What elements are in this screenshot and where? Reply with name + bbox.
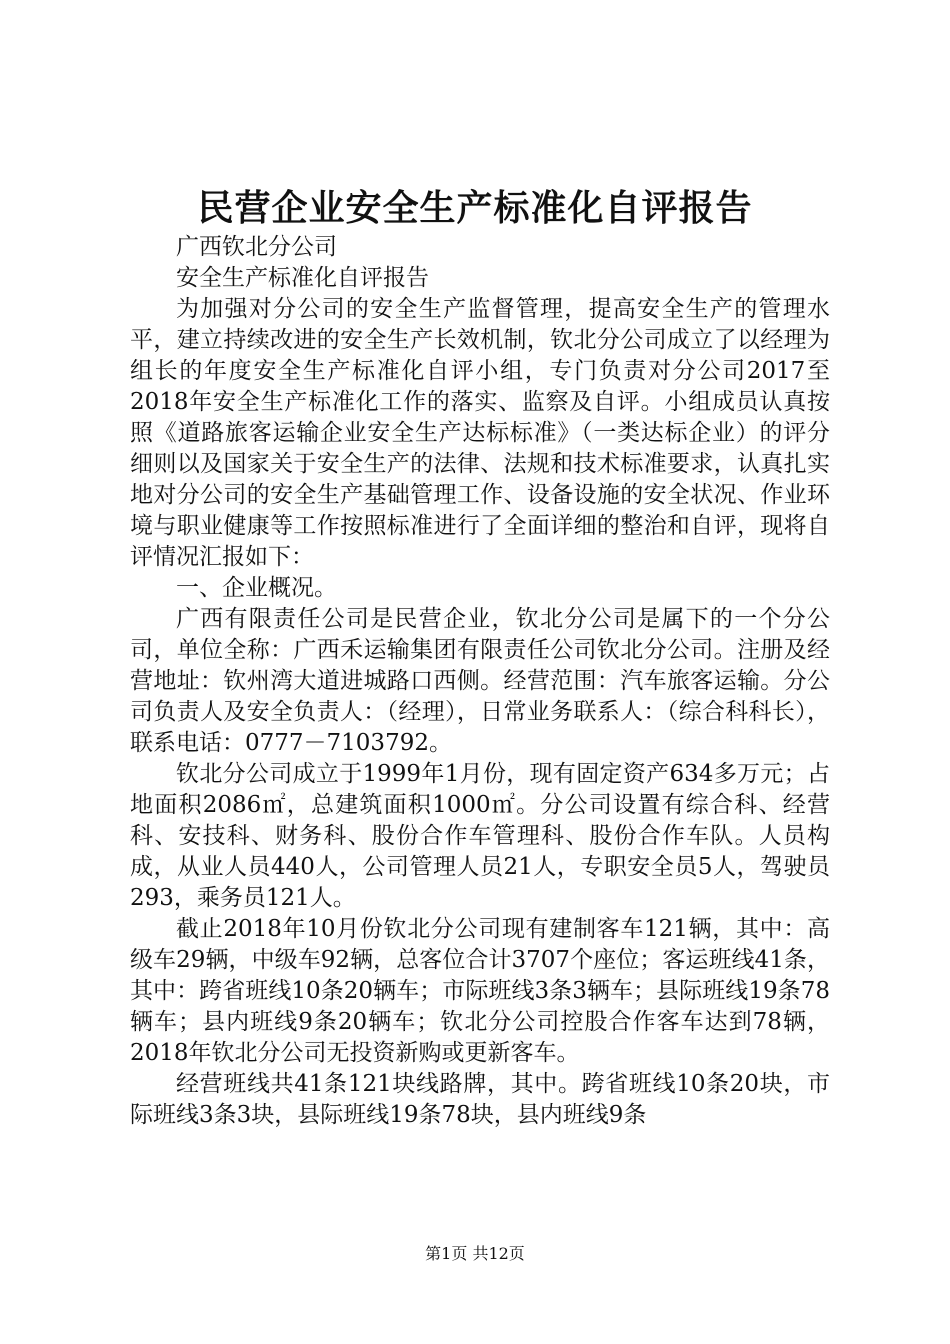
body-paragraph: 为加强对分公司的安全生产监督管理，提高安全生产的管理水平，建立持续改进的安全生产长效机制，钦北分公司成立了以经理为组长的年度安全生产标准化自评小组，专门负责对分公司2017至2018年安全生产标准化工作的落实、监察及自评。小组成员认真按照《道路旅客运输企业安全生产达标标准》（一类达标企业）的评分细则以及国家关于安全生产的法律、法规和技术标准要求，认真扎实地对分公司的安全生产基础管理工作、设备设施的安全状况、作业环境与职业健康等工作按照标准进行了全面详细的整治和自评，现将自评情况汇报如下： [130,296,830,570]
section-heading: 一、企业概况。 [176,575,337,601]
body-paragraph: 广西钦北分公司 [176,234,337,260]
body-paragraph: 钦北分公司成立于1999年1月份，现有固定资产634多万元；占地面积2086㎡，总建筑面积1000㎡。分公司设置有综合科、经营科、安技科、财务科、股份合作车管理科、股份合作车队。人员构成，从业人员440人，公司管理人员21人，专职安全员5人，驾驶员293，乘务员121人。 [130,761,830,911]
document-title: 民营企业安全生产标准化自评报告 [197,187,753,229]
page-number-footer: 第1页 共12页 [425,1244,525,1263]
body-paragraph: 经营班线共41条121块线路牌，其中。跨省班线10条20块，市际班线3条3块，县际班线19条78块，县内班线9条 [130,1071,830,1128]
body-paragraph: 广西有限责任公司是民营企业，钦北分公司是属下的一个分公司，单位全称：广西禾运输集团有限责任公司钦北分公司。注册及经营地址：钦州湾大道进城路口西侧。经营范围：汽车旅客运输。分公司负责人及安全负责人：（经理），日常业务联系人：（综合科科长），联系电话：0777－7103792。 [130,606,830,756]
body-paragraph: 截止2018年10月份钦北分公司现有建制客车121辆，其中：高级车29辆，中级车92辆，总客位合计3707个座位；客运班线41条，其中：跨省班线10条20辆车；市际班线3条3辆车；县际班线19条78辆车；县内班线9条20辆车；钦北分公司控股合作客车达到78辆，2018年钦北分公司无投资新购或更新客车。 [130,916,830,1066]
document-body [130,232,830,1131]
body-paragraph: 安全生产标准化自评报告 [176,265,429,291]
